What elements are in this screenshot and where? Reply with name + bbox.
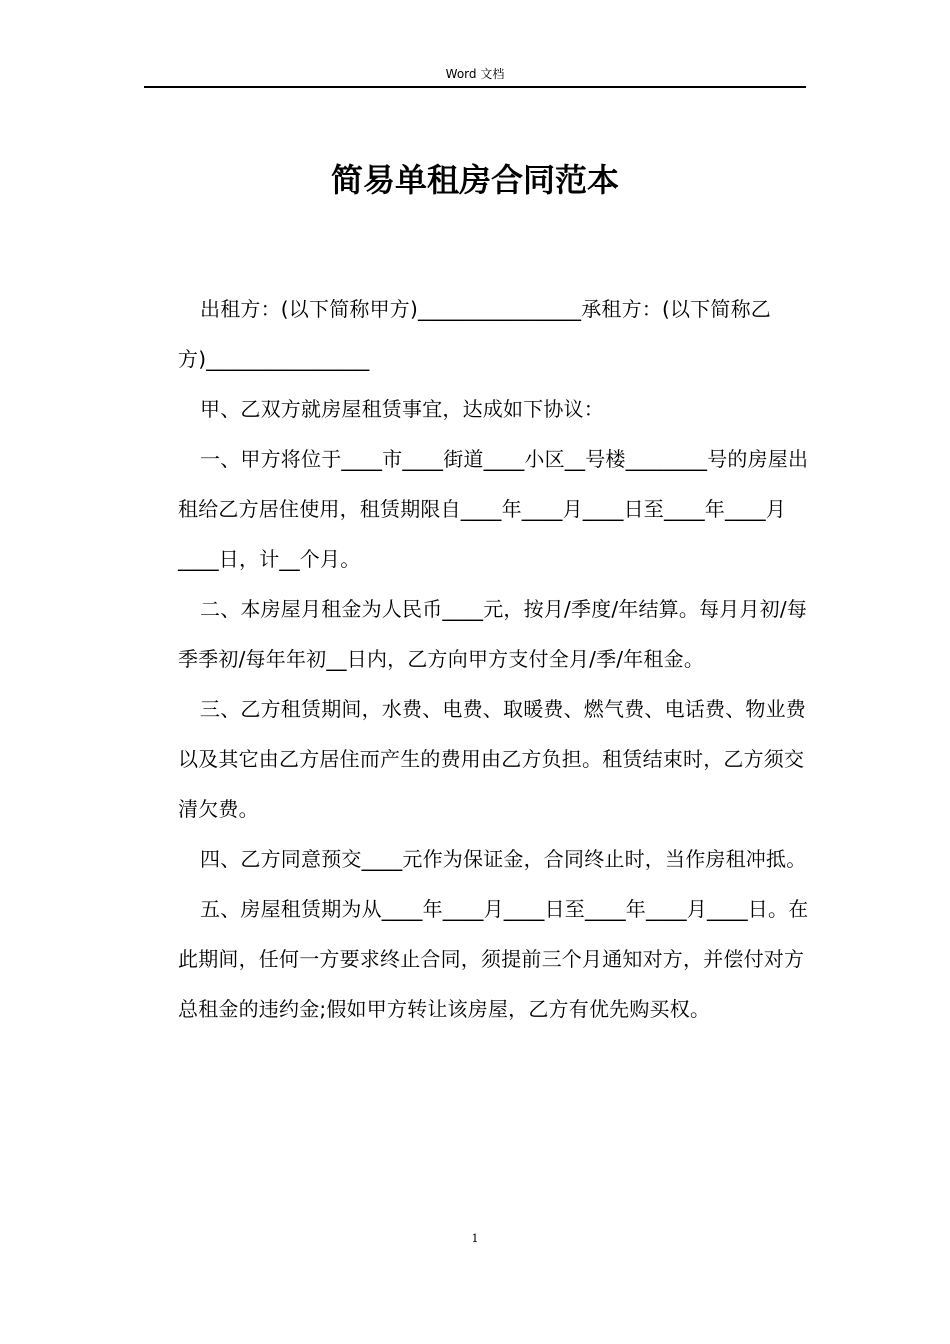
- document-body: [178, 284, 810, 1034]
- paragraph-clause-3: 三、乙方租赁期间，水费、电费、取暖费、燃气费、电话费、物业费以及其它由乙方居住而产生的费用由乙方负担。租赁结束时，乙方须交清欠费。: [178, 697, 806, 821]
- paragraph-clause-5: 五、房屋租赁期为从____年____月____日至____年____月____日。在此期间，任何一方要求终止合同，须提前三个月通知对方，并偿付对方总租金的违约金;假如甲方转让该房屋，乙方有优先购买权。: [178, 897, 809, 1021]
- page-number: 1: [471, 1232, 479, 1245]
- document-title: 简易单租房合同范本: [330, 161, 619, 199]
- paragraph-clause-1: 一、甲方将位于____市____街道____小区__号楼________号的房屋出租给乙方居住使用，租赁期限自____年____月____日至____年____月____日，计__个月。: [178, 447, 809, 571]
- paragraph-clause-2: 二、本房屋月租金为人民币____元，按月/季度/年结算。每月月初/每季季初/每年年初__日内，乙方向甲方支付全月/季/年租金。: [178, 597, 808, 671]
- paragraph-clause-4: 四、乙方同意预交____元作为保证金，合同终止时，当作房租冲抵。: [200, 847, 807, 871]
- page-header: Word 文档: [445, 67, 505, 81]
- paragraph-agreement-intro: 甲、乙双方就房屋租赁事宜，达成如下协议：: [200, 397, 604, 421]
- paragraph-parties: 出租方：(以下简称甲方)________________承租方：(以下简称乙方)________________: [178, 297, 772, 371]
- header-divider: [144, 86, 806, 88]
